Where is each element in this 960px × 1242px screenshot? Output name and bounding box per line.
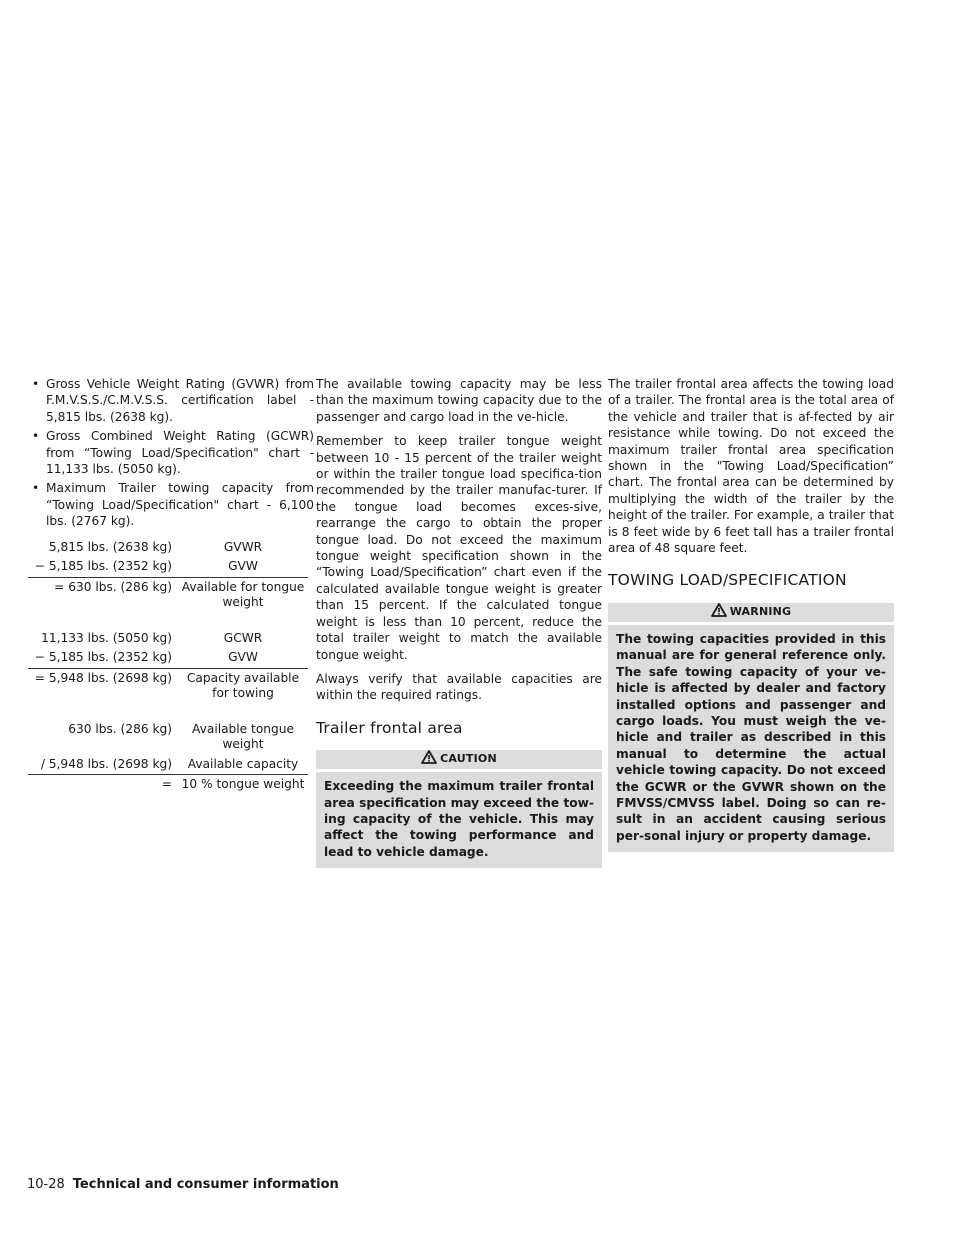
caution-text: Exceeding the maximum trailer frontal area specification may exceed the tow-ing capacity of the vehicle. This may affect the towing performance and lead to vehicle damage. — [324, 779, 594, 859]
section-title: Technical and consumer information — [72, 1177, 339, 1192]
weight-ratings-list — [28, 376, 314, 530]
calc-row-result: = 5,948 lbs. (2698 kg) Capacity available for towing — [34, 670, 300, 701]
caution-label: CAUTION — [440, 752, 497, 766]
warning-text: The towing capacities provided in this manual are for general reference only. The safe towing capacity of your ve-hicle is affected by dealer and factory installed options and passenger and cargo loads. You must weigh the ve-hicle and trailer as described in this manual to determine the actual vehicle towing capacity. Do not exceed the GCWR or the GVWR shown on the FMVSS/CMVSS label. Doing so can re-sult in an accident causing serious per-sonal injury or property damage. — [616, 631, 886, 843]
column-left — [28, 376, 314, 795]
calc-row: / 5,948 lbs. (2698 kg) Available capacity — [28, 755, 308, 776]
page-footer — [27, 1177, 339, 1192]
calc-row: 630 lbs. (286 kg) Available tongue weight — [68, 721, 294, 752]
caution-box — [316, 750, 602, 868]
warning-triangle-icon — [711, 603, 727, 622]
bullet-icon: • — [32, 429, 40, 444]
warning-box — [608, 603, 894, 852]
calc-row: 11,133 lbs. (5050 kg) GCWR — [41, 630, 263, 645]
calc-row: 5,815 lbs. (2638 kg) GVWR — [48, 539, 263, 554]
section-heading-trailer-frontal-area: Trailer frontal area — [316, 718, 463, 737]
list-item: • Maximum Trailer towing capacity from “Towing Load/Specification" chart - 6,100 lbs. (2767 kg). — [32, 481, 314, 529]
bullet-icon: • — [32, 377, 40, 391]
bullet-icon: • — [32, 481, 40, 496]
calc-row: − 5,185 lbs. (2352 kg) GVW — [28, 557, 308, 578]
list-item: • Gross Vehicle Weight Rating (GVWR) from F.M.V.S.S./C.M.V.S.S. certification label - 5,815 lbs. (2638 kg). — [32, 377, 314, 424]
calc-row-result: = 10 % tongue weight — [161, 777, 305, 792]
calc-row: − 5,185 lbs. (2352 kg) GVW — [28, 648, 308, 669]
page-number: 10-28 — [27, 1177, 65, 1192]
caution-header — [316, 750, 602, 772]
calc-row-result: = 630 lbs. (286 kg) Available for tongue weight — [54, 579, 305, 610]
tongue-weight-calculation — [28, 538, 308, 795]
paragraph: The available towing capacity may be less than the maximum towing capacity due to the passenger and cargo load in the ve-hicle. — [316, 377, 602, 424]
column-right — [608, 376, 894, 852]
warning-triangle-icon — [421, 750, 437, 769]
section-heading-towing-load: TOWING LOAD/SPECIFICATION — [608, 571, 847, 590]
paragraph: Always verify that available capacities are within the required ratings. — [316, 671, 602, 703]
list-item: • Gross Combined Weight Rating (GCWR) from “Towing Load/Specification" chart - 11,133 lbs. (5050 kg). — [32, 429, 314, 477]
warning-header — [608, 603, 894, 625]
paragraph: Remember to keep trailer tongue weight between 10 - 15 percent of the trailer weight or within the trailer tongue load specifica-tion recommended by the trailer manufac-turer. If the tongue load becomes exces-sive, rearrange the cargo to obtain the proper tongue load. Do not exceed the maximum tongue weight specification shown in the “Towing Load/Specification” chart even if the calculated available tongue weight is greater than 15 percent. If the calculated tongue weight is less than 10 percent, reduce the total trailer weight to match the available tongue weight. — [316, 434, 602, 662]
warning-label: WARNING — [729, 605, 792, 619]
column-middle — [316, 376, 602, 868]
paragraph: The trailer frontal area affects the towing load of a trailer. The frontal area is the total area of the vehicle and trailer that is af-fected by air resistance while towing. Do not exceed the maximum trailer frontal area specification shown in the "Towing Load/Specification” chart. The frontal area can be determined by multiplying the width of the trailer by the height of the trailer. For example, a trailer that is 8 feet wide by 6 feet tall has a trailer frontal area of 48 square feet. — [608, 377, 894, 556]
